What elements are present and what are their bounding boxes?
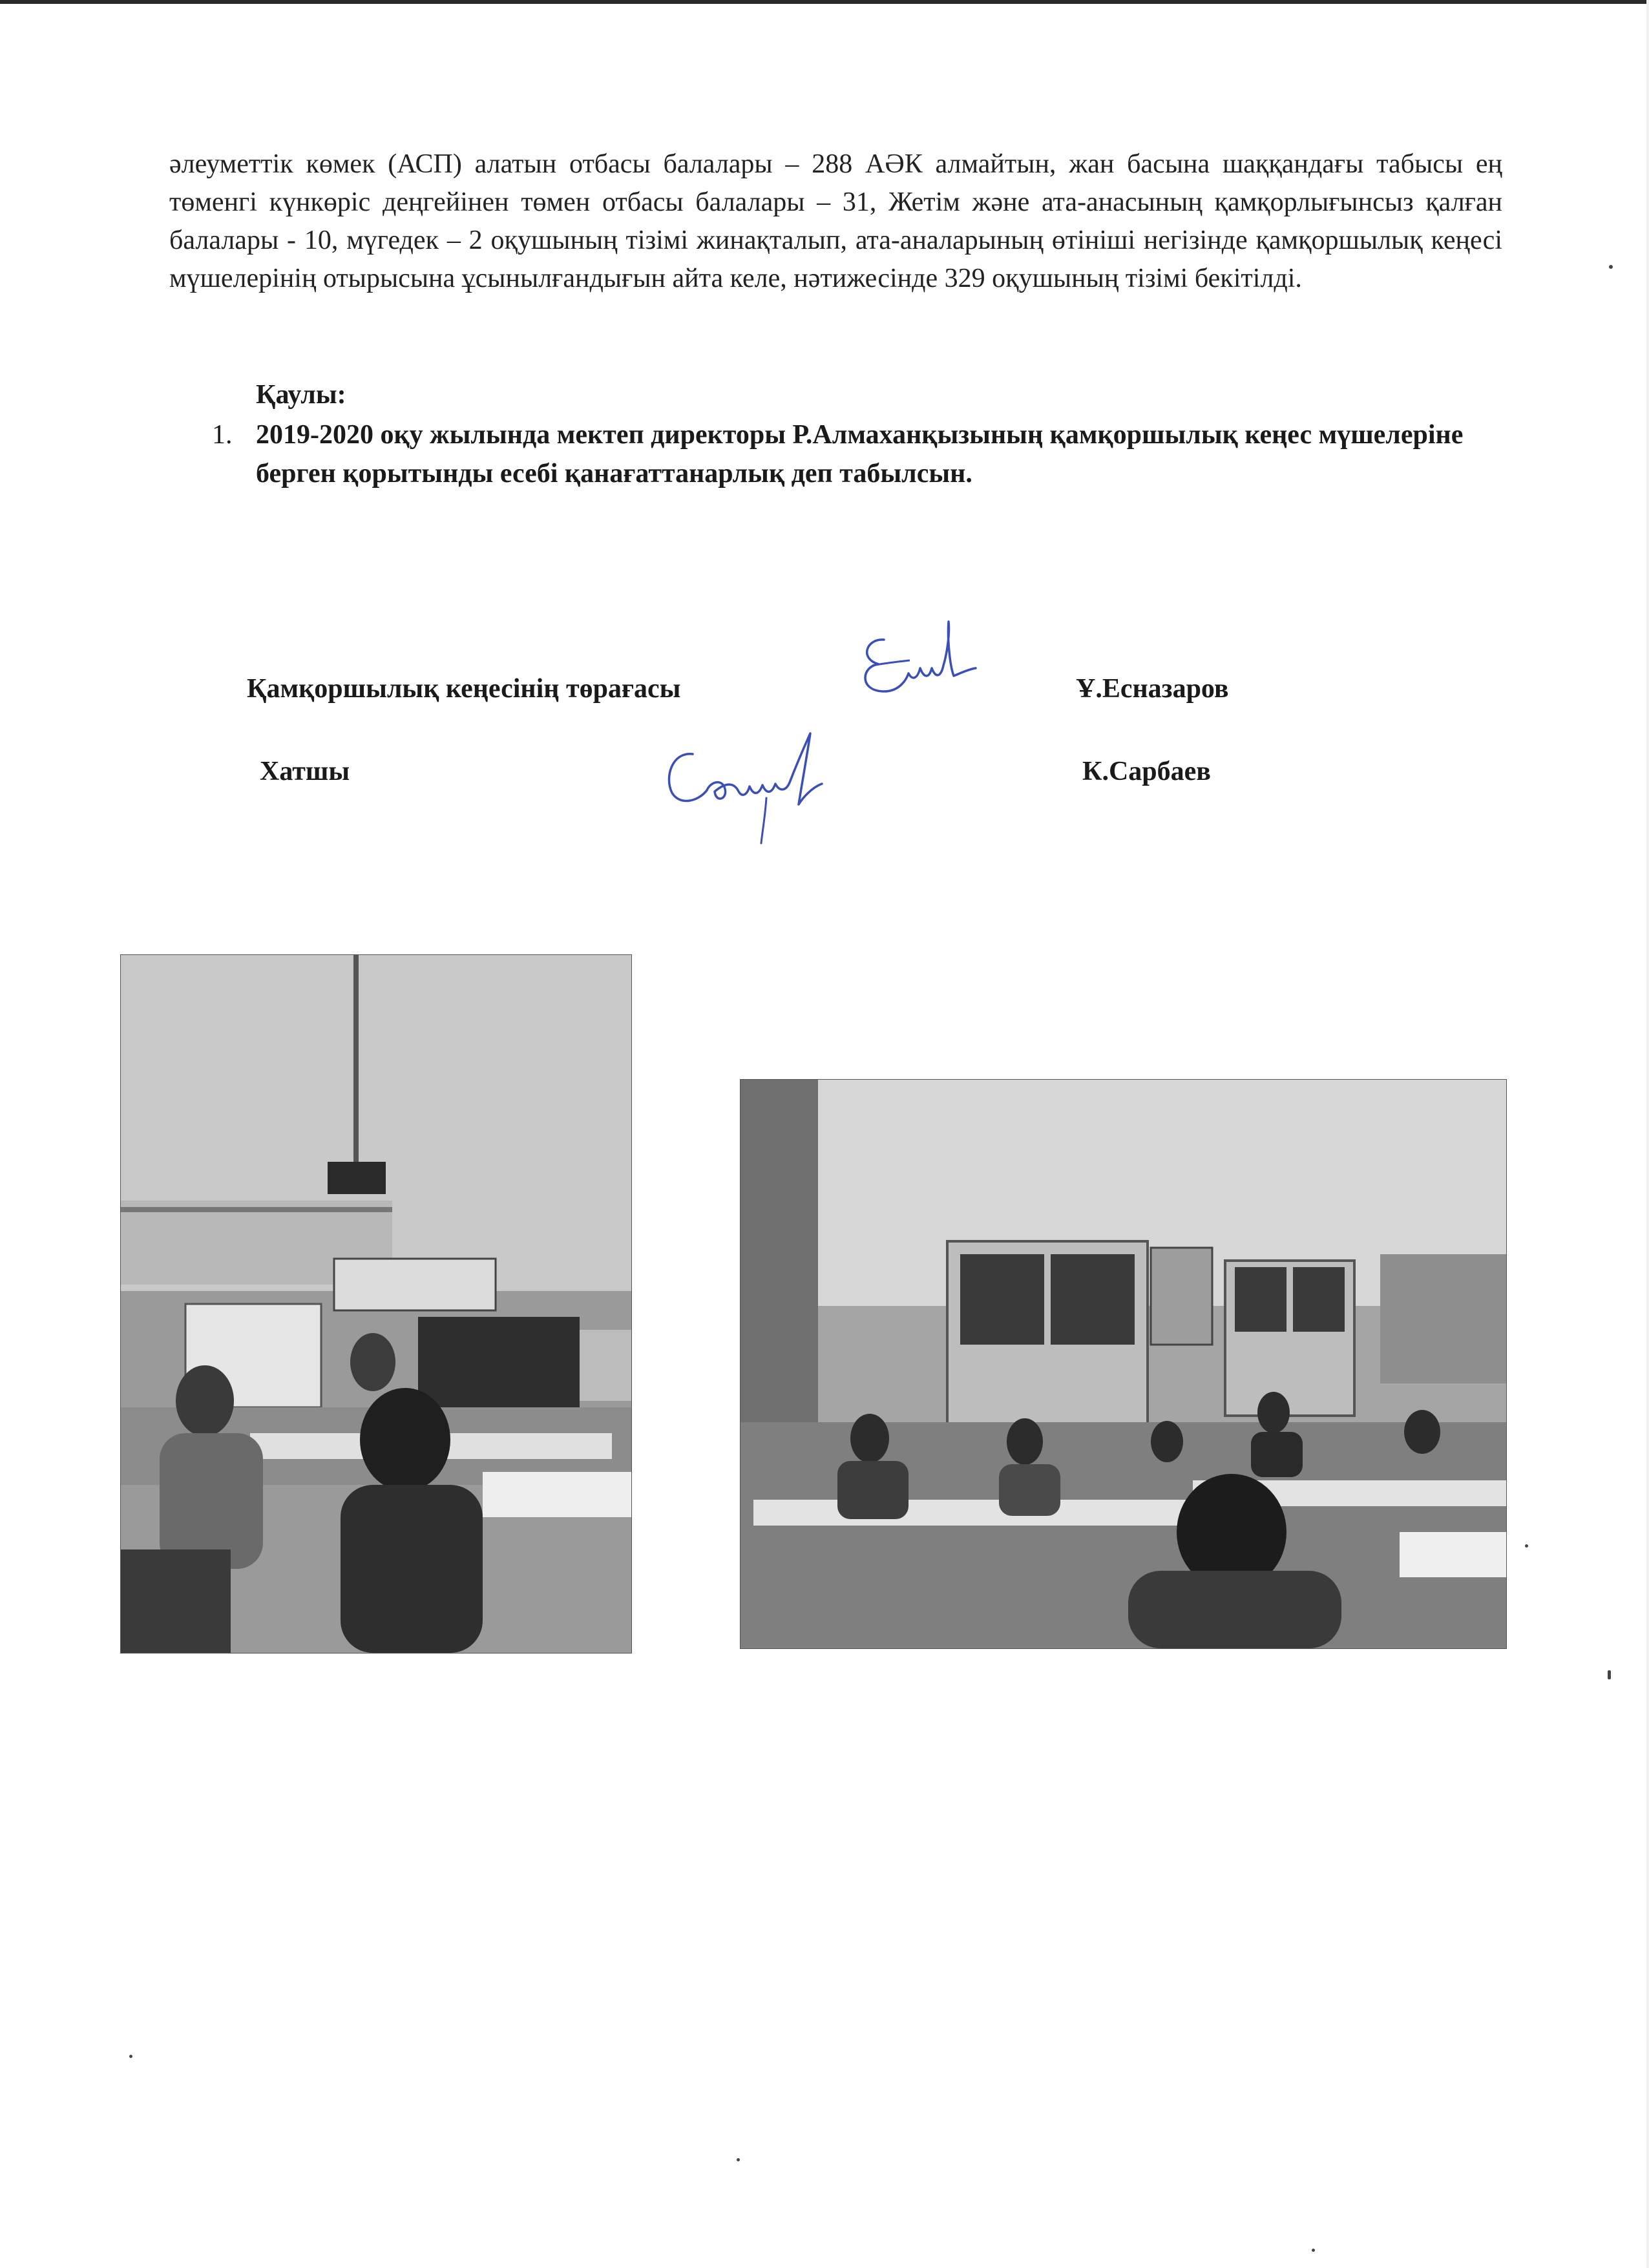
scan-top-edge xyxy=(0,0,1649,4)
meeting-photo-classroom xyxy=(120,954,632,1654)
resolution-item-number: 1. xyxy=(212,420,233,450)
scan-right-edge xyxy=(1646,0,1649,2268)
secretary-signature xyxy=(653,720,840,850)
scan-speck xyxy=(1609,265,1613,269)
secretary-label: Хатшы xyxy=(260,757,350,786)
chairman-name: Ұ.Есназаров xyxy=(1076,674,1229,704)
resolution-heading: Қаулы: xyxy=(256,380,346,410)
scan-speck xyxy=(1312,2249,1315,2252)
scan-speck xyxy=(129,2055,132,2058)
scan-speck xyxy=(1525,1544,1528,1548)
chairman-label: Қамқоршылық кеңесінің төрағасы xyxy=(247,674,681,704)
meeting-photo-table xyxy=(740,1079,1507,1649)
body-paragraph: әлеуметтік көмек (АСП) алатын отбасы балалары – 288 АӘК алмайтын, жан басына шаққандағы табысы ең төменгі күнкөріс деңгейінен төмен отбасы балалары – 31, Жетім және ата-анасының қамқорлығынсыз қалған балалары - 10, мүгедек – 2 оқушының тізімі жинақталып, ата-аналарының өтініші негізінде қамқоршылық кеңесі мүшелерінің отырысына ұсынылғандығын айта келе, нәтижесінде 329 оқушының тізімі бекітілді. xyxy=(169,149,1502,293)
chairman-signature xyxy=(853,614,982,724)
resolution-item-text: 2019-2020 оқу жылында мектеп директоры Р.Алмаханқызының қамқоршылық кеңес мүшелеріне берген қорытынды есебі қанағаттанарлық деп табылсын. xyxy=(256,420,1464,488)
secretary-name: К.Сарбаев xyxy=(1082,757,1211,786)
scan-speck xyxy=(1608,1670,1611,1679)
scan-speck xyxy=(737,2158,740,2161)
